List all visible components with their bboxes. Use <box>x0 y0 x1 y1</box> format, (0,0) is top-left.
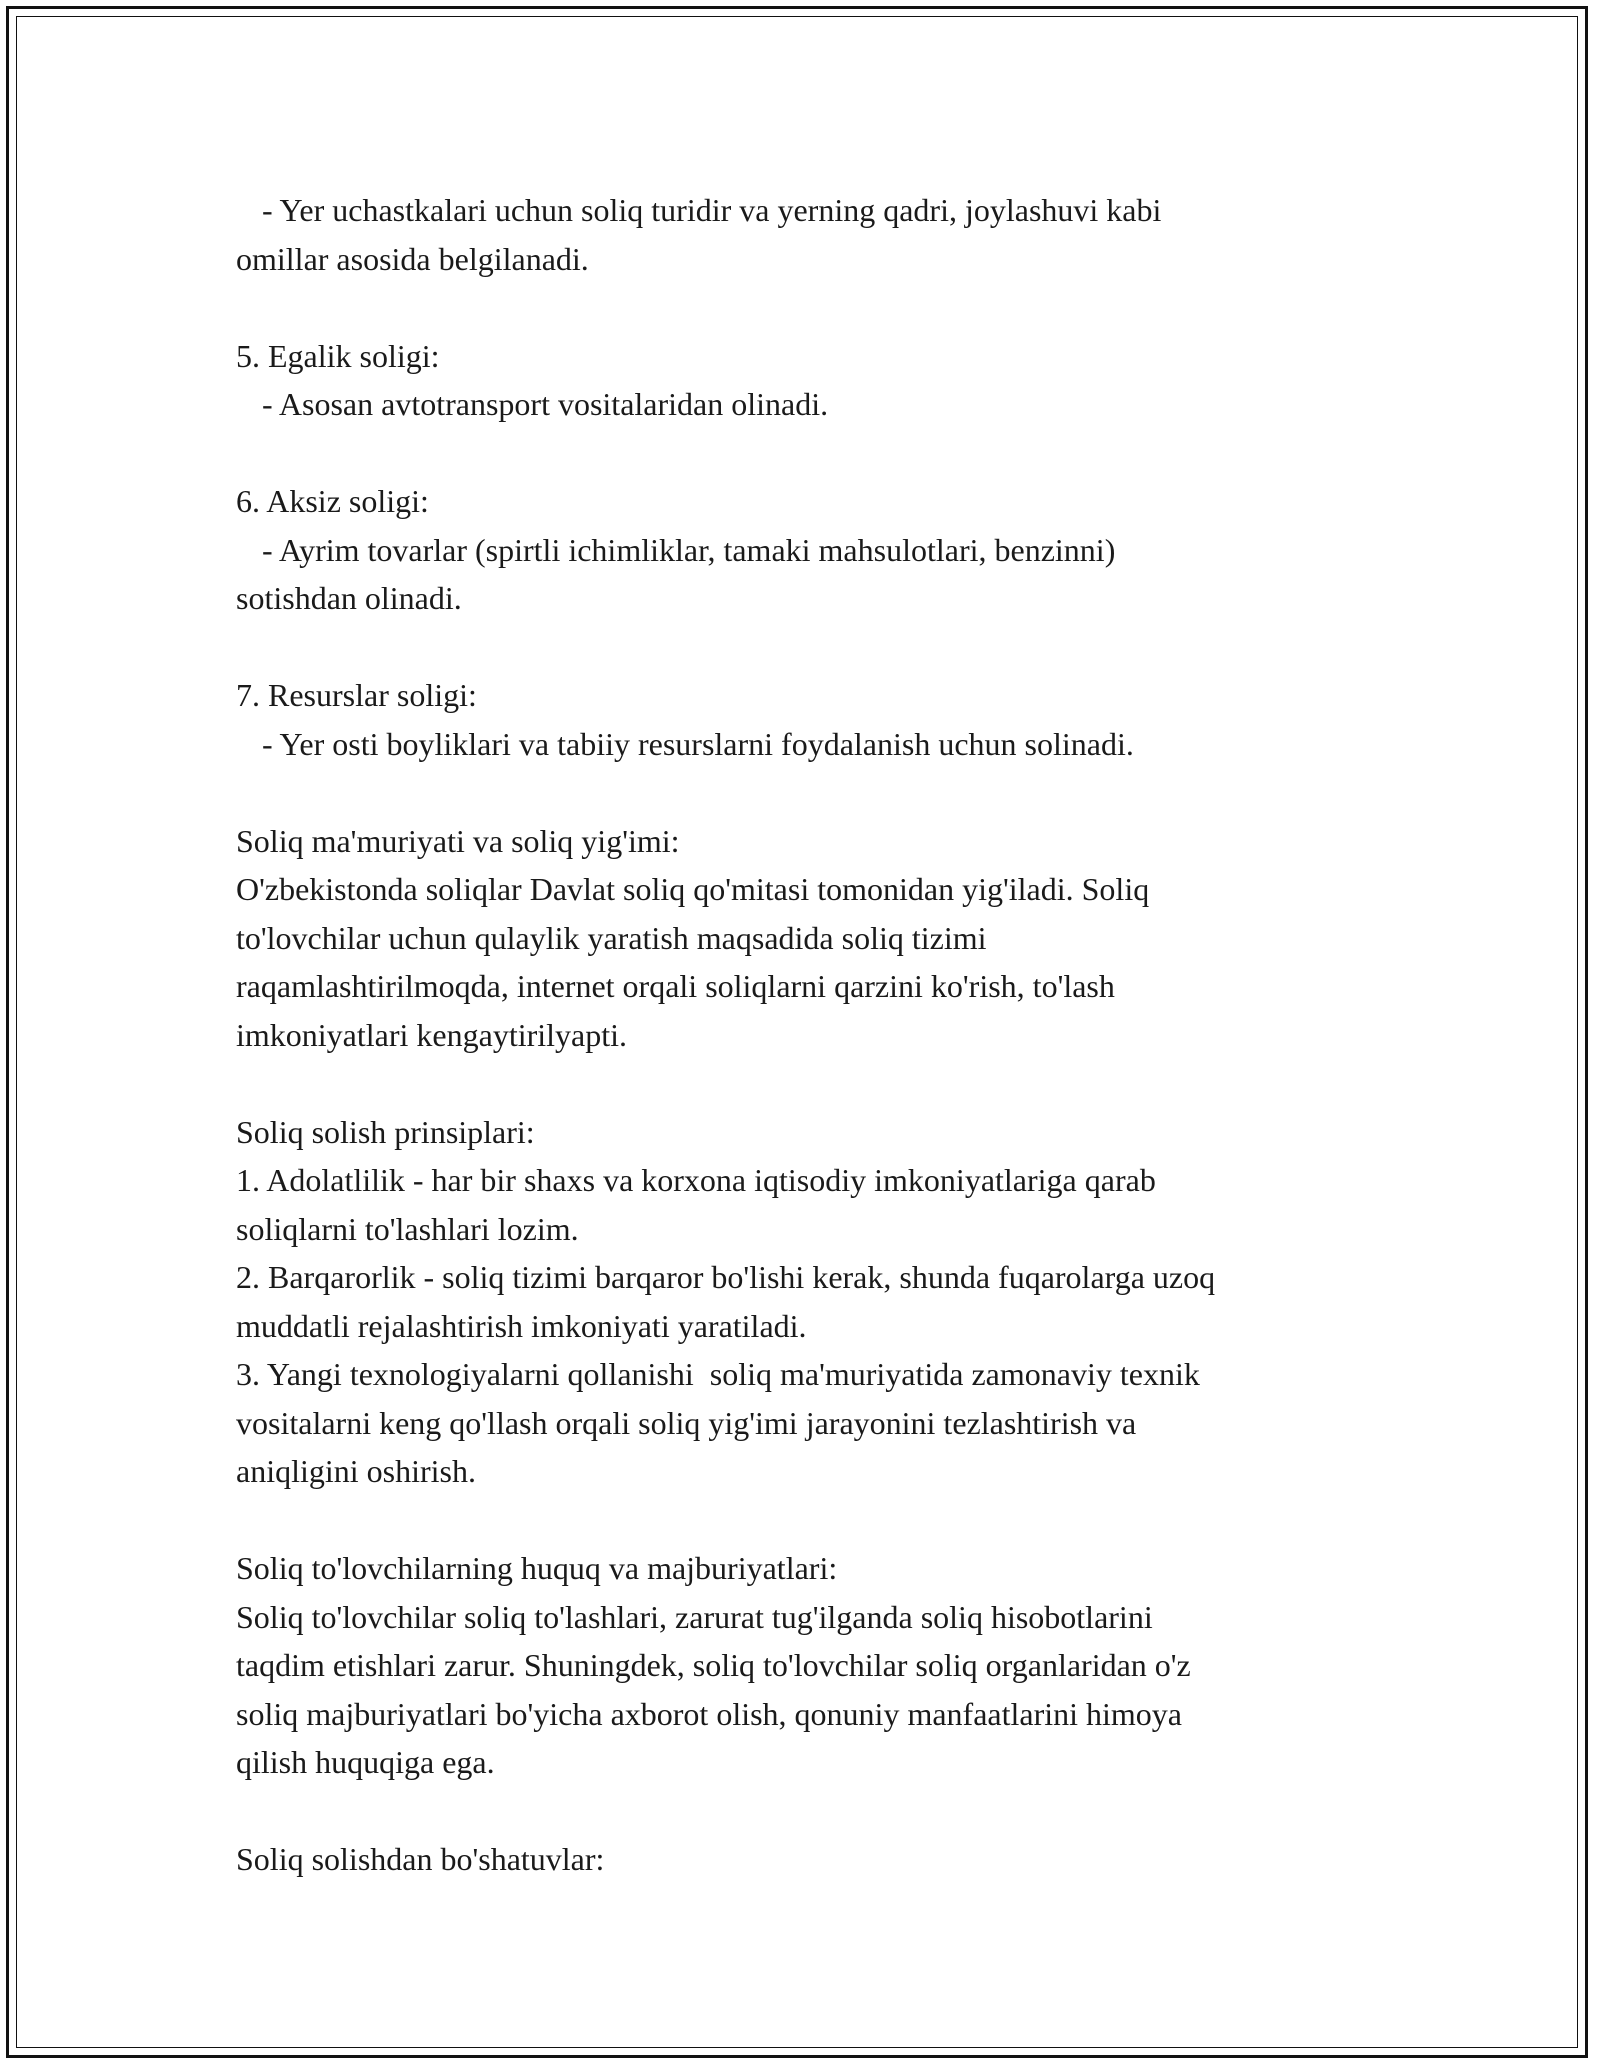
blank-line <box>236 1059 1416 1108</box>
text-line: 1. Adolatlilik - har bir shaxs va korxona iqtisodiy imkoniyatlariga qarab <box>236 1162 1156 1198</box>
blank-line <box>236 283 1416 332</box>
text-line: Soliq to'lovchilar soliq to'lashlari, zarurat tug'ilganda soliq hisobotlarini <box>236 1598 1153 1635</box>
text-line: Soliq solishdan bo'shatuvlar: <box>236 1841 605 1877</box>
text-line: omillar asosida belgilanadi. <box>236 240 589 277</box>
text-line: taqdim etishlari zarur. Shuningdek, soliq to'lovchilar soliq organlaridan o'z <box>236 1647 1191 1683</box>
blank-line <box>236 429 1416 478</box>
text-line: 7. Resurslar soligi: <box>236 677 477 713</box>
text-line: muddatli rejalashtirish imkoniyati yaratiladi. <box>236 1307 807 1344</box>
text-line: Soliq ma'muriyati va soliq yig'imi: <box>236 822 680 859</box>
text-line: 5. Egalik soligi: <box>236 337 440 374</box>
text-line: qilish huquqiga ega. <box>236 1744 495 1780</box>
text-line: - Yer osti boyliklari va tabiiy resurslarni foydalanish uchun solinadi. <box>262 725 1134 762</box>
text-line: soliqlarni to'lashlari lozim. <box>236 1210 579 1247</box>
text-line: 2. Barqarorlik - soliq tizimi barqaror bo'lishi kerak, shunda fuqarolarga uzoq <box>236 1259 1216 1295</box>
text-line: imkoniyatlari kengaytirilyapti. <box>236 1016 628 1053</box>
text-line: to'lovchilar uchun qulaylik yaratish maqsadida soliq tizimi <box>236 919 987 956</box>
text-line: Soliq to'lovchilarning huquq va majburiyatlari: <box>236 1550 838 1586</box>
text-line: sotishdan olinadi. <box>236 580 462 616</box>
text-line: vositalarni keng qo'llash orqali soliq yig'imi jarayonini tezlashtirish va <box>236 1404 1137 1441</box>
text-line: O'zbekistonda soliqlar Davlat soliq qo'mitasi tomonidan yig'iladi. Soliq <box>236 871 1150 907</box>
text-line: raqamlashtirilmoqda, internet orqali soliqlarni qarzini ko'rish, to'lash <box>236 968 1115 1004</box>
text-line: - Yer uchastkalari uchun soliq turidir va yerning qadri, joylashuvi kabi <box>262 192 1162 228</box>
text-line: - Ayrim tovarlar (spirtli ichimliklar, tamaki mahsulotlari, benzinni) <box>262 531 1116 568</box>
blank-line <box>236 768 1416 817</box>
text-line: aniqligini oshirish. <box>236 1453 476 1489</box>
text-line: soliq majburiyatlari bo'yicha axborot olish, qonuniy manfaatlarini himoya <box>236 1695 1182 1732</box>
blank-line <box>236 623 1416 672</box>
blank-line <box>236 1496 1416 1545</box>
text-line: 3. Yangi texnologiyalarni qollanishi soliq ma'muriyatida zamonaviy texnik <box>236 1356 1200 1392</box>
text-line: 6. Aksiz soligi: <box>236 483 429 519</box>
text-line: - Asosan avtotransport vositalaridan olinadi. <box>262 386 829 422</box>
text-line: Soliq solish prinsiplari: <box>236 1113 535 1150</box>
document-body <box>236 186 1416 1884</box>
blank-line <box>236 1787 1416 1836</box>
